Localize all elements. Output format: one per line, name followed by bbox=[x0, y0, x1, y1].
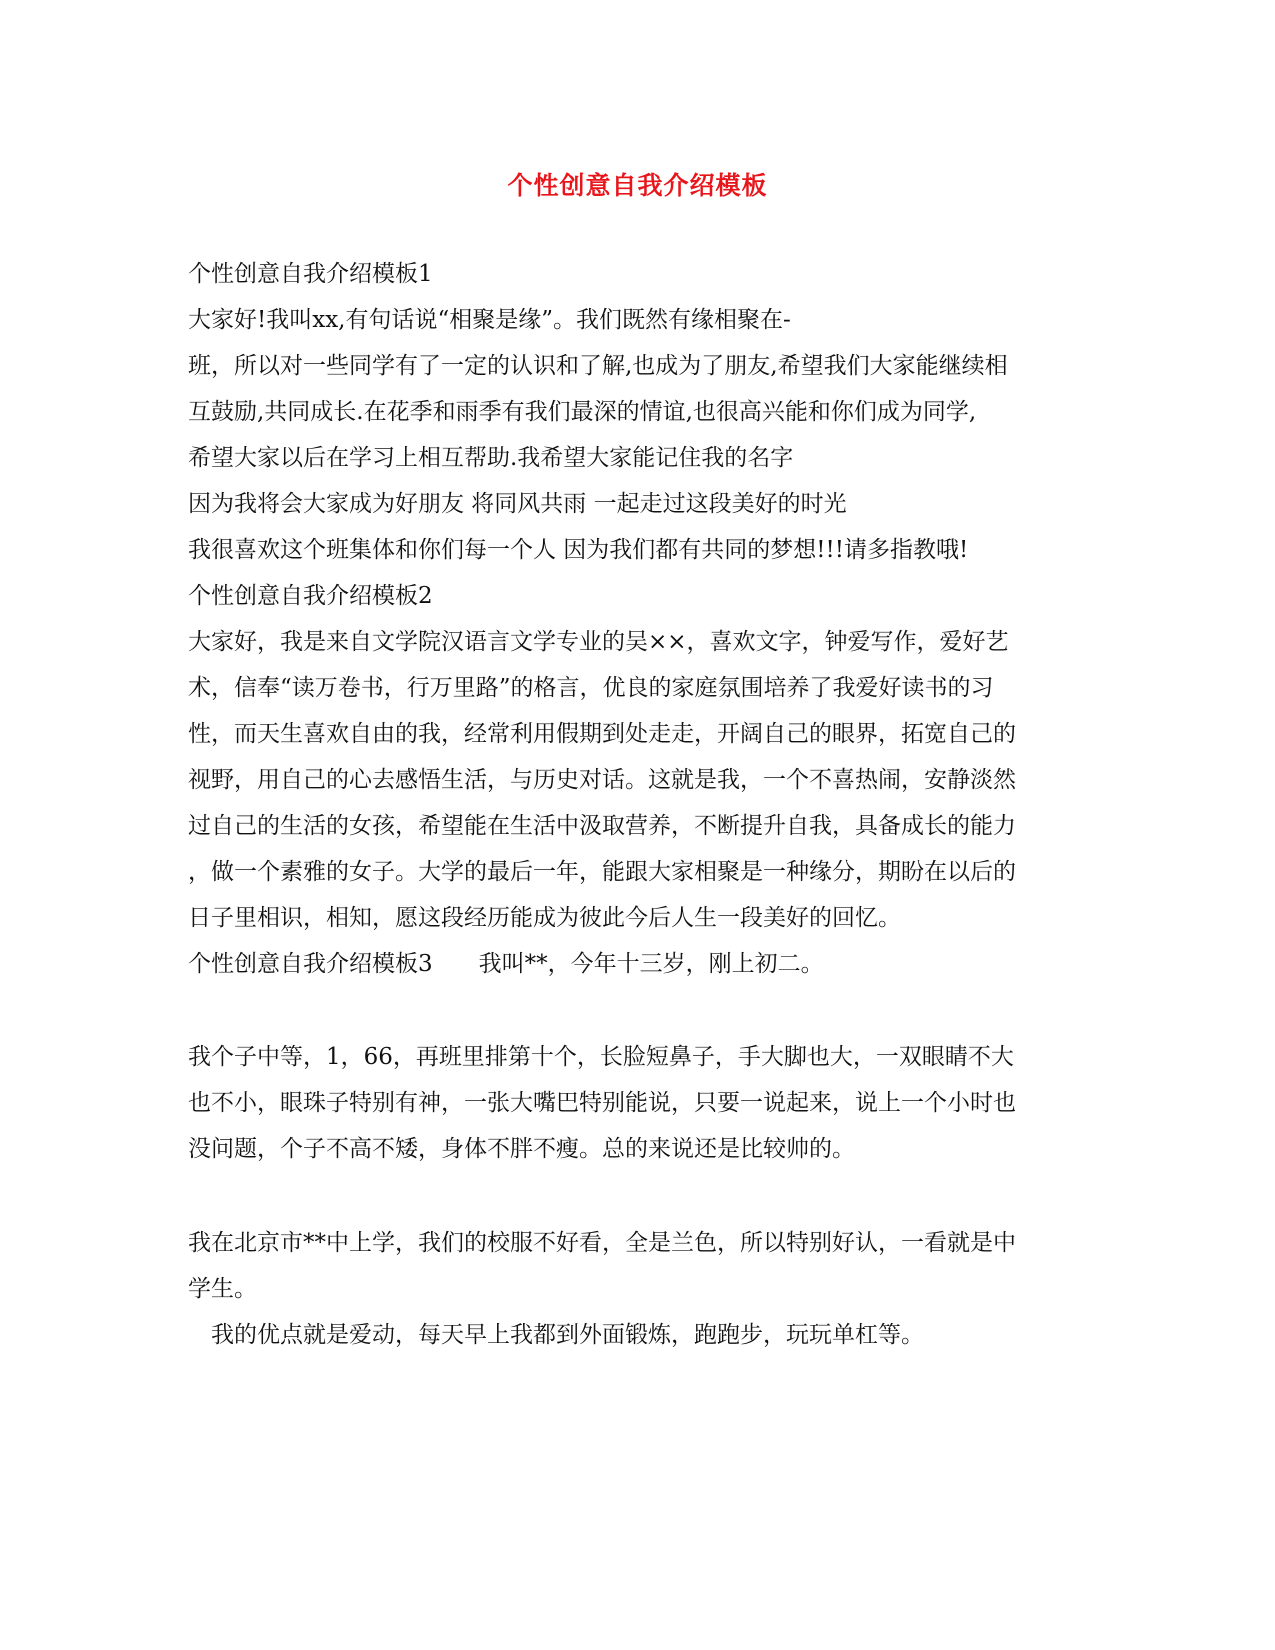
paragraph-line: 性，而天生喜欢自由的我，经常利用假期到处走走，开阔自己的眼界，拓宽自己的 bbox=[188, 721, 1016, 747]
paragraph-line: 大家好，我是来自文学院汉语言文学专业的吴××，喜欢文字，钟爱写作，爱好艺 bbox=[188, 629, 1009, 655]
paragraph-line: 互鼓励,共同成长.在花季和雨季有我们最深的情谊,也很高兴能和你们成为同学, bbox=[188, 399, 977, 425]
paragraph-line: 大家好!我叫xx,有句话说“相聚是缘”。我们既然有缘相聚在- bbox=[188, 307, 791, 333]
paragraph-line: 学生。 bbox=[188, 1276, 257, 1302]
paragraph-line: 日子里相识，相知，愿这段经历能成为彼此今后人生一段美好的回忆。 bbox=[188, 905, 901, 931]
document-title: 个性创意自我介绍模板 bbox=[507, 171, 768, 200]
paragraph-line: ，做一个素雅的女子。大学的最后一年，能跟大家相聚是一种缘分，期盼在以后的 bbox=[188, 859, 1016, 885]
paragraph-line: 我个子中等，1，66，再班里排第十个，长脸短鼻子，手大脚也大，一双眼睛不大 bbox=[188, 1044, 1014, 1070]
paragraph-line: 没问题，个子不高不矮，身体不胖不瘦。总的来说还是比较帅的。 bbox=[188, 1136, 855, 1162]
section-heading-1: 个性创意自我介绍模板1 bbox=[188, 261, 433, 287]
paragraph-line: 因为我将会大家成为好朋友 将同风共雨 一起走过这段美好的时光 bbox=[188, 491, 847, 517]
paragraph-line: 我在北京市**中上学，我们的校服不好看，全是兰色，所以特别好认，一看就是中 bbox=[188, 1230, 1016, 1256]
paragraph-line: 视野，用自己的心去感悟生活，与历史对话。这就是我，一个不喜热闹，安静淡然 bbox=[188, 767, 1016, 793]
paragraph-line: 也不小，眼珠子特别有神，一张大嘴巴特别能说，只要一说起来，说上一个小时也 bbox=[188, 1090, 1016, 1116]
paragraph-line: 我的优点就是爱动，每天早上我都到外面锻炼，跑跑步，玩玩单杠等。 bbox=[188, 1322, 924, 1348]
paragraph-line: 过自己的生活的女孩，希望能在生活中汲取营养，不断提升自我，具备成长的能力 bbox=[188, 813, 1016, 839]
paragraph-line: 术，信奉“读万卷书，行万里路”的格言，优良的家庭氛围培养了我爱好读书的习 bbox=[188, 675, 994, 701]
paragraph-line: 班，所以对一些同学有了一定的认识和了解,也成为了朋友,希望我们大家能继续相 bbox=[188, 353, 1008, 379]
section-heading-3: 个性创意自我介绍模板3 我叫**，今年十三岁，刚上初二。 bbox=[188, 951, 824, 977]
paragraph-line: 希望大家以后在学习上相互帮助.我希望大家能记住我的名字 bbox=[188, 445, 794, 471]
section-heading-2: 个性创意自我介绍模板2 bbox=[188, 583, 433, 609]
paragraph-line: 我很喜欢这个班集体和你们每一个人 因为我们都有共同的梦想!!!请多指教哦! bbox=[188, 537, 969, 563]
